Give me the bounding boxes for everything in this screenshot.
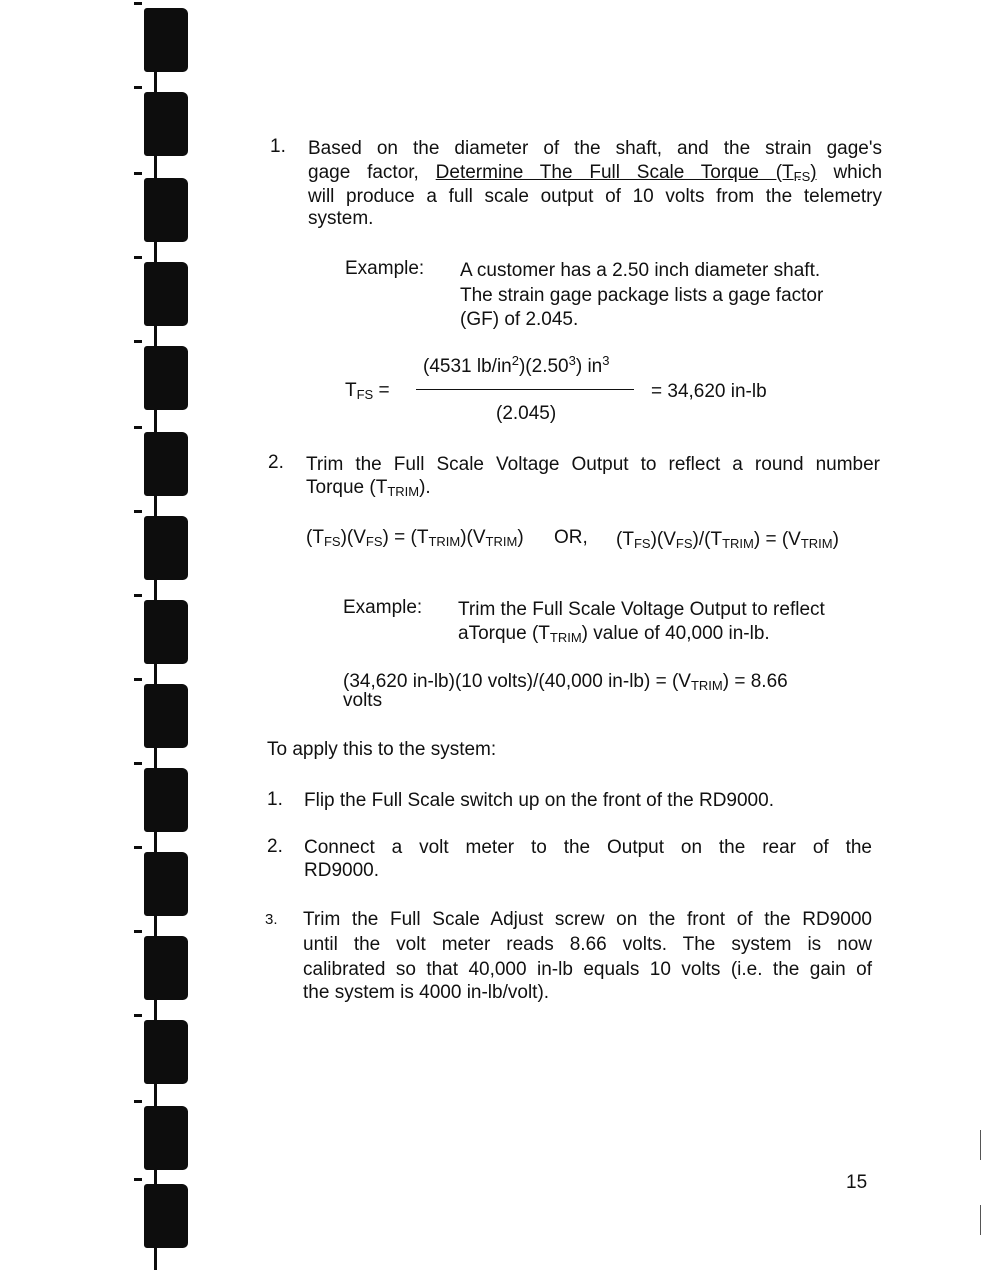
- step-text-line: [306, 476, 431, 500]
- equation-or: OR,: [554, 527, 588, 548]
- subscript: TRIM: [722, 536, 754, 551]
- subscript: TRIM: [485, 534, 518, 549]
- voltage-equation-right: [616, 528, 839, 552]
- text-run: ): [832, 529, 839, 550]
- formula-lhs: [345, 379, 390, 403]
- item-text-line: Flip the Full Scale switch up on the front of the RD9000.: [304, 790, 774, 811]
- text-run: )(V: [340, 527, 366, 548]
- binding-ring: [144, 684, 188, 748]
- example-label: Example:: [345, 258, 425, 279]
- apply-heading: To apply this to the system:: [267, 739, 497, 760]
- subscript: TRIM: [690, 678, 723, 693]
- subscript: FS: [323, 534, 341, 549]
- binding-ring: [144, 178, 188, 242]
- binding-ring: [144, 852, 188, 916]
- binding-ring: [144, 516, 188, 580]
- text-run: )/(T: [692, 529, 723, 550]
- item-number: 1.: [267, 789, 283, 810]
- superscript: 2: [511, 353, 519, 368]
- binding-ring: [144, 262, 188, 326]
- binding-ring: [144, 768, 188, 832]
- item-text-line: Connect a volt meter to the Output on the rear of the: [304, 837, 872, 858]
- formula-result: = 34,620 in-lb: [651, 381, 767, 402]
- example-text-line: The strain gage package lists a gage factor: [460, 285, 824, 306]
- scan-edge-mark: [980, 1130, 981, 1160]
- text-run: (T: [306, 527, 324, 548]
- text-run: ): [517, 527, 524, 548]
- calc-line: volts: [343, 690, 383, 711]
- text-run: ): [810, 162, 817, 183]
- subscript: FS: [675, 536, 693, 551]
- spiral-binding: [112, 0, 212, 1244]
- binding-ring: [144, 346, 188, 410]
- scan-edge-mark: [980, 1205, 981, 1235]
- text-run: Torque (T: [306, 477, 388, 498]
- subscript: TRIM: [800, 536, 833, 551]
- text-run: (T: [616, 529, 634, 550]
- text-run: ) = 8.66: [722, 671, 788, 692]
- text-run: )(2.50: [518, 356, 569, 377]
- subscript: FS: [793, 169, 811, 184]
- superscript: 3: [602, 353, 610, 368]
- binding-ring: [144, 1184, 188, 1248]
- step-text-line: system.: [308, 208, 374, 229]
- example-text-line: (GF) of 2.045.: [460, 309, 579, 330]
- item-text-line: Trim the Full Scale Adjust screw on the front of the RD9000: [303, 909, 872, 930]
- binding-ring: [144, 432, 188, 496]
- subscript: TRIM: [549, 630, 582, 645]
- example-text-line: Trim the Full Scale Voltage Output to reflect: [458, 599, 825, 620]
- subscript: FS: [633, 536, 651, 551]
- step-text-line: will produce a full scale output of 10 volts from the telemetry: [308, 186, 882, 207]
- step-text-line: Based on the diameter of the shaft, and the strain gage's: [308, 138, 882, 159]
- page-number: 15: [846, 1172, 868, 1193]
- text-run: (4531 lb/in: [423, 356, 512, 377]
- text-run: Determine The Full Scale Torque (T: [435, 162, 794, 183]
- binding-ring: [144, 936, 188, 1000]
- step-number: 1.: [270, 136, 286, 157]
- binding-ring: [144, 92, 188, 156]
- step-text-line: [308, 161, 882, 185]
- text-run: T: [345, 380, 357, 401]
- formula-denominator: (2.045): [496, 403, 557, 424]
- formula-numerator: [423, 355, 609, 379]
- item-number: 3.: [265, 911, 278, 928]
- item-number: 2.: [267, 836, 283, 857]
- text-run: gage factor,: [308, 162, 419, 183]
- example-label: Example:: [343, 597, 423, 618]
- text-run: ) in: [575, 356, 603, 377]
- example-text-line: A customer has a 2.50 inch diameter shaft.: [460, 260, 821, 281]
- item-text-line: RD9000.: [304, 860, 379, 881]
- voltage-equation-left: [306, 526, 524, 550]
- fraction-bar: [416, 389, 634, 390]
- item-text-line: the system is 4000 in-lb/volt).: [303, 982, 550, 1003]
- calc-line: [343, 670, 788, 694]
- step-number: 2.: [268, 452, 284, 473]
- subscript: TRIM: [428, 534, 461, 549]
- text-run: =: [378, 380, 390, 401]
- binding-ring: [144, 8, 188, 72]
- text-run: (34,620 in-lb)(10 volts)/(40,000 in-lb) = (V: [343, 671, 691, 692]
- superscript: 3: [568, 353, 576, 368]
- example-text-line: [458, 622, 770, 646]
- subscript: FS: [365, 534, 383, 549]
- item-text-line: until the volt meter reads 8.66 volts. The system is now: [303, 934, 872, 955]
- item-text-line: calibrated so that 40,000 in-lb equals 10 volts (i.e. the gain of: [303, 959, 872, 980]
- text-run: which: [833, 162, 883, 183]
- step-text-line: Trim the Full Scale Voltage Output to reflect a round number: [306, 454, 880, 475]
- text-run: )(V: [460, 527, 486, 548]
- text-run: ) = (T: [382, 527, 429, 548]
- subscript: TRIM: [387, 484, 420, 499]
- binding-ring: [144, 1106, 188, 1170]
- text-run: ).: [419, 477, 431, 498]
- subscript: FS: [356, 387, 374, 402]
- text-run: aTorque (T: [458, 623, 550, 644]
- binding-ring: [144, 1020, 188, 1084]
- text-run: ) value of 40,000 in-lb.: [581, 623, 770, 644]
- binding-ring: [144, 600, 188, 664]
- text-run: )(V: [650, 529, 676, 550]
- underlined-term: [436, 162, 817, 183]
- text-run: ) = (V: [753, 529, 801, 550]
